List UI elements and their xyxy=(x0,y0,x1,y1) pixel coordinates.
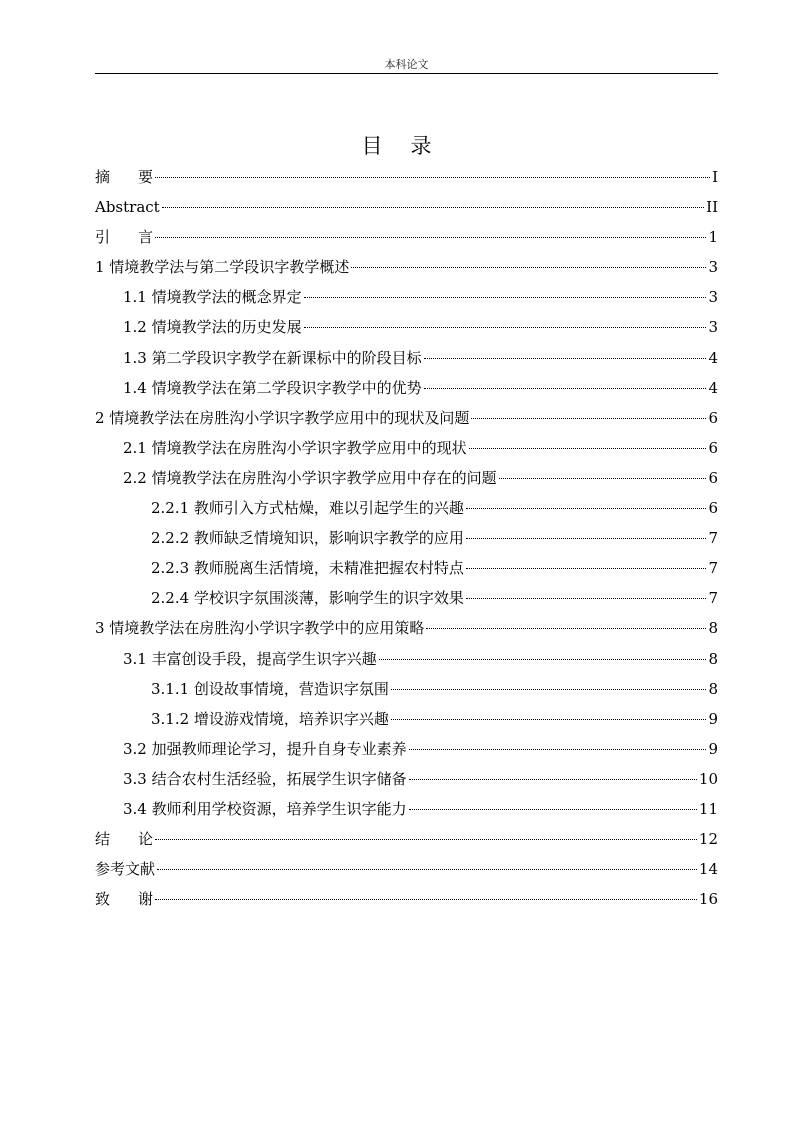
toc-entry-label: 参考文献 xyxy=(95,860,156,879)
toc-entry[interactable] xyxy=(95,343,718,373)
toc-title-left: 目 xyxy=(361,134,383,158)
toc-entry-page: 8 xyxy=(708,649,718,668)
toc-entry-page: 16 xyxy=(698,890,718,909)
toc-leader-dots xyxy=(155,176,710,178)
toc-leader-dots xyxy=(155,236,706,238)
toc-leader-dots xyxy=(466,537,707,539)
toc-entry-label: 2.1 情境教学法在房胜沟小学识字教学应用中的现状 xyxy=(123,438,467,457)
toc-leader-dots xyxy=(466,567,707,569)
toc-entry-page: 11 xyxy=(698,799,718,818)
toc-entry-page: 3 xyxy=(708,288,718,307)
toc-title xyxy=(0,130,793,160)
toc-entry-page: 9 xyxy=(708,709,718,728)
toc-entry-page: 8 xyxy=(708,619,718,638)
toc-entry[interactable] xyxy=(95,222,718,252)
toc-entry[interactable] xyxy=(95,674,718,704)
toc-entry[interactable] xyxy=(95,824,718,854)
toc-entry[interactable] xyxy=(95,794,718,824)
toc-entry-label: 3.3 结合农村生活经验，拓展学生识字储备 xyxy=(123,769,407,788)
toc-leader-dots xyxy=(391,688,707,690)
toc-leader-dots xyxy=(424,357,707,359)
toc-entry[interactable] xyxy=(95,403,718,433)
toc-entry-page: 7 xyxy=(708,559,718,578)
toc-entry-page: 7 xyxy=(708,589,718,608)
toc-entry-page: 8 xyxy=(708,679,718,698)
toc-entry-label: 1 情境教学法与第二学段识字教学概述 xyxy=(95,258,350,277)
toc-entry-label: 3.1.2 增设游戏情境，培养识字兴趣 xyxy=(151,709,389,728)
toc-entry[interactable] xyxy=(95,553,718,583)
toc-title-right: 录 xyxy=(410,134,432,158)
toc-leader-dots xyxy=(351,266,706,268)
toc-entry-label: Abstract xyxy=(95,198,160,217)
toc-entry-label: 3.1 丰富创设手段，提高学生识字兴趣 xyxy=(123,649,377,668)
toc-entry[interactable] xyxy=(95,764,718,794)
toc-entry-page: 9 xyxy=(708,739,718,758)
toc-entry-page: 10 xyxy=(698,769,718,788)
toc-entry-page: 4 xyxy=(708,348,718,367)
toc-entry-label: 2.2.4 学校识字氛围淡薄，影响学生的识字效果 xyxy=(151,589,464,608)
toc-entry-page: 6 xyxy=(708,438,718,457)
toc-entry[interactable] xyxy=(95,854,718,884)
toc-entry-label: 结论 xyxy=(95,830,182,849)
table-of-contents xyxy=(95,162,718,914)
toc-leader-dots xyxy=(466,507,707,509)
toc-entry-label: 2.2 情境教学法在房胜沟小学识字教学应用中存在的问题 xyxy=(123,468,497,487)
toc-leader-dots xyxy=(409,808,697,810)
toc-leader-dots xyxy=(304,296,707,298)
toc-leader-dots xyxy=(426,627,706,629)
toc-leader-dots xyxy=(304,326,707,328)
toc-entry-label: 1.4 情境教学法在第二学段识字教学中的优势 xyxy=(123,378,422,397)
toc-entry-label: 2.2.1 教师引入方式枯燥，难以引起学生的兴趣 xyxy=(151,499,464,518)
toc-entry-label: 3 情境教学法在房胜沟小学识字教学中的应用策略 xyxy=(95,619,425,638)
toc-entry-page: 4 xyxy=(708,378,718,397)
toc-leader-dots xyxy=(391,718,707,720)
toc-entry-label: 3.4 教师利用学校资源，培养学生识字能力 xyxy=(123,799,407,818)
toc-entry[interactable] xyxy=(95,734,718,764)
toc-entry-page: 6 xyxy=(708,408,718,427)
toc-entry[interactable] xyxy=(95,704,718,734)
toc-entry[interactable] xyxy=(95,644,718,674)
header-divider xyxy=(95,73,718,74)
toc-entry[interactable] xyxy=(95,884,718,914)
toc-entry-label: 2.2.2 教师缺乏情境知识，影响识字教学的应用 xyxy=(151,529,464,548)
toc-entry[interactable] xyxy=(95,282,718,312)
toc-leader-dots xyxy=(162,206,704,208)
toc-entry-page: II xyxy=(706,198,718,217)
toc-entry-label: 3.2 加强教师理论学习，提升自身专业素养 xyxy=(123,739,407,758)
toc-entry-page: 3 xyxy=(708,258,718,277)
toc-entry[interactable] xyxy=(95,493,718,523)
toc-entry-page: 14 xyxy=(698,860,718,879)
page-header: 本科论文 xyxy=(384,58,429,71)
toc-leader-dots xyxy=(466,597,707,599)
toc-leader-dots xyxy=(424,387,707,389)
toc-entry-page: 3 xyxy=(708,318,718,337)
toc-entry[interactable] xyxy=(95,373,718,403)
toc-leader-dots xyxy=(471,417,706,419)
toc-entry-label: 2 情境教学法在房胜沟小学识字教学应用中的现状及问题 xyxy=(95,408,470,427)
toc-entry-page: I xyxy=(712,168,718,186)
toc-entry-page: 6 xyxy=(708,499,718,518)
toc-entry-page: 6 xyxy=(708,468,718,487)
toc-entry-label: 摘要 xyxy=(95,168,182,186)
toc-entry-label: 1.3 第二学段识字教学在新课标中的阶段目标 xyxy=(123,348,422,367)
toc-leader-dots xyxy=(469,447,707,449)
toc-leader-dots xyxy=(409,748,707,750)
toc-entry[interactable] xyxy=(95,162,718,192)
toc-leader-dots xyxy=(499,477,707,479)
toc-entry-label: 1.1 情境教学法的概念界定 xyxy=(123,288,302,307)
toc-entry[interactable] xyxy=(95,613,718,643)
toc-entry-page: 7 xyxy=(708,529,718,548)
toc-entry[interactable] xyxy=(95,312,718,342)
toc-entry[interactable] xyxy=(95,252,718,282)
toc-entry-page: 12 xyxy=(698,830,718,849)
toc-entry-label: 引言 xyxy=(95,228,182,247)
toc-entry[interactable] xyxy=(95,433,718,463)
toc-leader-dots xyxy=(155,838,697,840)
toc-entry-label: 1.2 情境教学法的历史发展 xyxy=(123,318,302,337)
toc-entry[interactable] xyxy=(95,523,718,553)
toc-entry-label: 2.2.3 教师脱离生活情境，未精准把握农村特点 xyxy=(151,559,464,578)
toc-entry-label: 3.1.1 创设故事情境，营造识字氛围 xyxy=(151,679,389,698)
toc-entry[interactable] xyxy=(95,192,718,222)
toc-leader-dots xyxy=(379,658,707,660)
toc-entry-page: 1 xyxy=(708,228,718,247)
toc-entry[interactable] xyxy=(95,463,718,493)
toc-leader-dots xyxy=(157,868,697,870)
toc-leader-dots xyxy=(409,778,697,780)
toc-leader-dots xyxy=(155,898,697,900)
toc-entry-label: 致谢 xyxy=(95,890,182,909)
toc-entry[interactable] xyxy=(95,583,718,613)
